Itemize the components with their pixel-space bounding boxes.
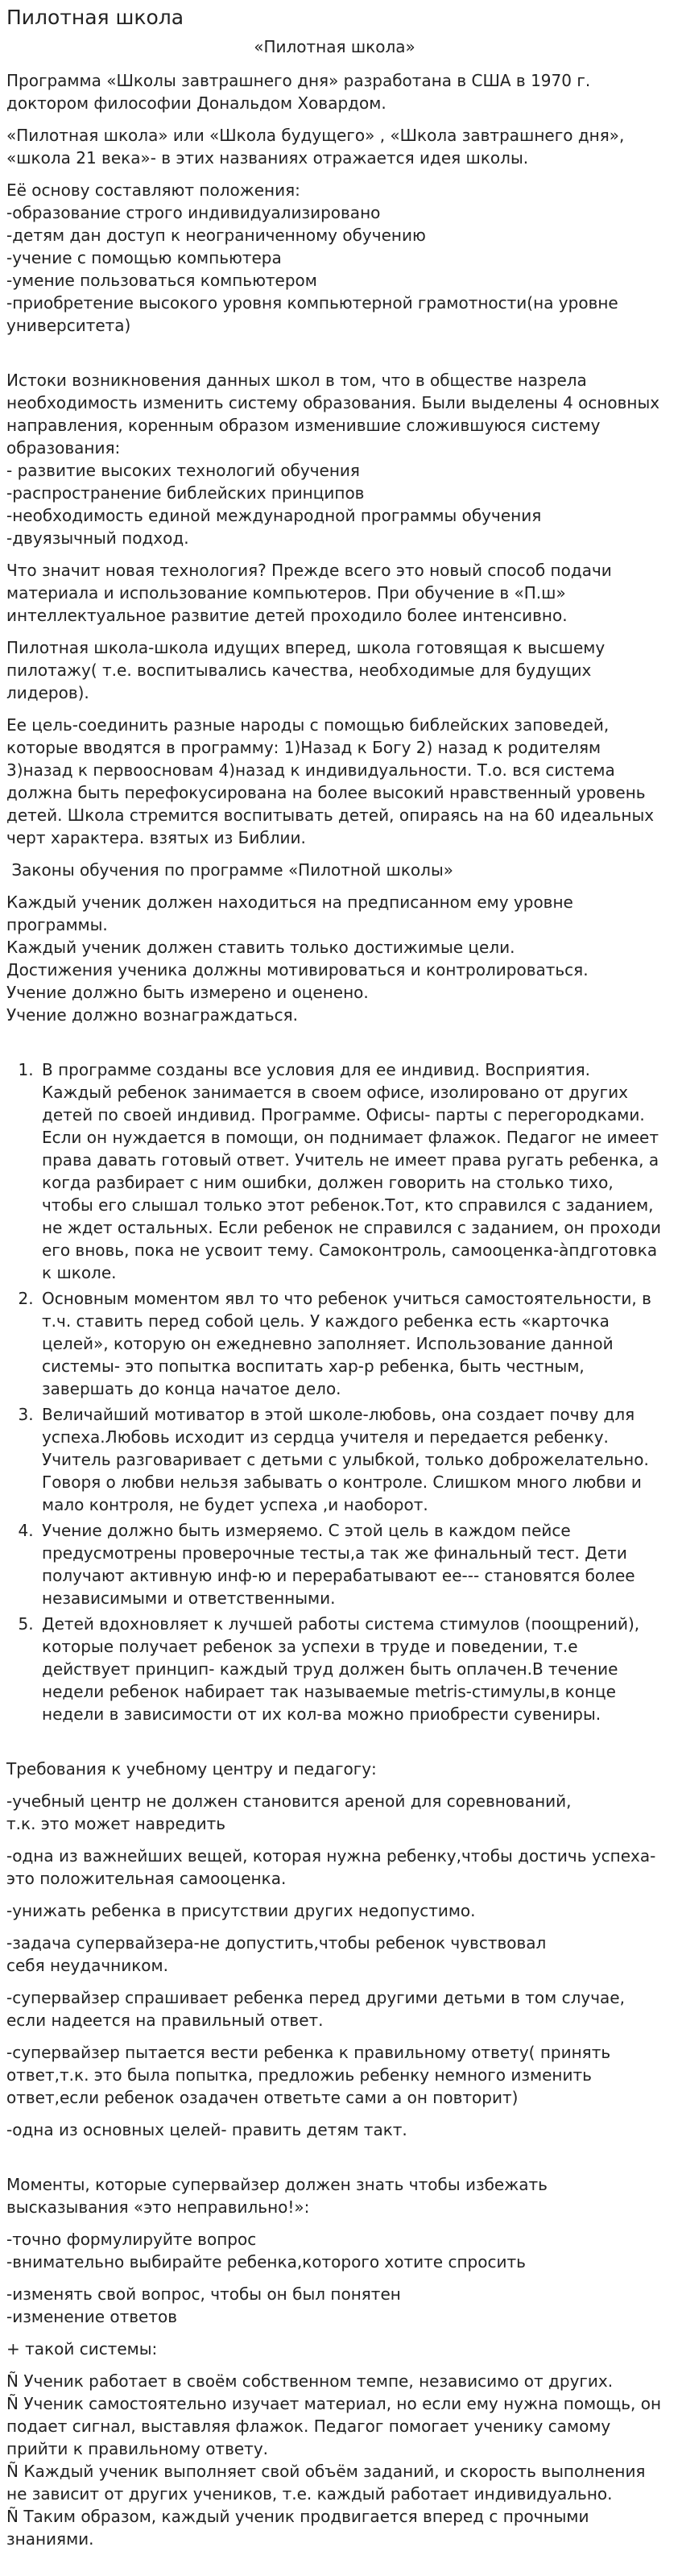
basis-item: -детям дан доступ к неограниченному обучению [6,226,426,245]
basis-section [6,179,663,337]
moments-line: -точно формулируйте вопрос [6,2230,257,2249]
pluses-line: Ñ Ученик работает в своём собственном темпе, независимо от других. [6,2371,614,2391]
pluses-section [6,2370,663,2550]
requirement-line: -задача супервайзера-не допустить,чтобы ребенок чувствовал [6,1933,547,1953]
moments-line: -внимательно выбирайте ребенка,которого хотите спросить [6,2252,526,2272]
requirement-line: себя неудачником. [6,1956,168,1975]
basis-item: -приобретение высокого уровня компьютерной грамотности(на уровне университета) [6,293,618,335]
laws-heading: Законы обучения по программе «Пилотной школы» [6,860,453,880]
numbered-list-item: 5. Детей вдохновляет к лучшей работы система стимулов (поощрений), которые получает ребенок за успехи в труде и поведении, т.е действует принцип- каждый труд должен быть оплачен.В течение недели ребенок набирает так называемые metris-стимулы,в конце недели в зависимости от их кол-ва можно приобрести сувениры. [39,1613,663,1725]
requirement-item [6,1790,663,1835]
requirement-item: -супервайзер пытается вести ребенка к правильному ответу( принять ответ,т.к. это была попытка, предложиь ребенку немного изменить ответ,если ребенок озадачен ответьте сами а он повторит) [6,2043,611,2107]
basis-heading: Её основу составляют положения: [6,180,300,200]
requirement-line: если надеется на правильный ответ. [6,2011,324,2030]
law-line: Каждый ученик должен ставить только достижимые цели. [6,938,515,957]
pluses-line: Ñ Ученик самостоятельно изучает материал, но если ему нужна помощь, он подает сигнал, выставляя флажок. Педагог помогает ученику самому прийти к правильному ответу. [6,2394,662,2458]
spacer [6,1735,663,1758]
law-line: Достижения ученика должны мотивироваться и контролироваться. [6,960,589,979]
numbered-list-item: 1. В программе созданы все условия для ее индивид. Восприятия. Каждый ребенок занимается в своем офисе, изолировано от других детей по своей индивид. Программе. Офисы- парты с перегородками. Если он нуждается в помощи, он поднимает флажок. Педагог не имеет права давать готовый ответ. Учитель не имеет права ругать ребенка, а когда разбирает с ним ошибки, должен говорить на столько тихо, чтобы его слышал только этот ребенок.Тот, кто справился с заданием, не ждет остальных. Если ребенок не справился с заданием, он проходи его вновь, пока не усвоит тему. Самоконтроль, самооценка-àпдготовка к школе. [39,1058,663,1284]
moments-line: -изменять свой вопрос, чтобы он был понятен [6,2284,401,2304]
law-line: Учение должно вознаграждаться. [6,1005,298,1025]
basis-item: -учение с помощью компьютера [6,248,282,267]
moments-line: -изменение ответов [6,2307,178,2326]
requirement-item: -унижать ребенка в присутствии других недопустимо. [6,1901,476,1920]
pluses-line: Ñ Таким образом, каждый ученик продвигается вперед с прочными знаниями. [6,2507,589,2549]
spacer [6,1036,663,1058]
origins-item: -двуязычный подход. [6,528,189,548]
origins-section [6,369,663,549]
pluses-line: Ñ Каждый ученик выполняет свой объём заданий, и скорость выполнения не зависит от других учеников, т.е. каждый работает индивидуально. [6,2462,646,2504]
goal-paragraph: Ее цель-соединить разные народы с помощью библейских заповедей, которые вводятся в программу: 1)Назад к Богу 2) назад к родителям 3)назад к первоосновам 4)назад к индивидуальности. Т.о. вся система должна быть перефокусирована на более высокий нравственный уровень детей. Школа стремится воспитывать детей, опираясь на на 60 идеальных черт характера. взятых из Библии. [6,715,655,847]
requirement-item [6,1932,663,1977]
requirements-heading: Требования к учебному центру и педагогу: [6,1759,377,1779]
intro-paragraph-2: «Пилотная школа» или «Школа будущего» , «Школа завтрашнего дня», «школа 21 века»- в этих названиях отражается идея школы. [6,126,625,168]
pluses-heading: + такой системы: [6,2339,158,2359]
law-line: Каждый ученик должен находиться на предписанном ему уровне программы. [6,892,573,934]
requirement-item: -одна из важнейших вещей, которая нужна ребенку,чтобы достичь успеха-это положительная самооценка. [6,1846,656,1888]
moments-heading: Моменты, которые супервайзер должен знать чтобы избежать высказывания «это неправильно!»: [6,2175,548,2217]
document-subtitle: «Пилотная школа» [254,37,415,56]
requirement-line: -учебный центр не должен становится ареной для соревнований, [6,1791,572,1811]
basis-item: -образование строго индивидуализировано [6,203,381,222]
page-title: Пилотная школа [6,6,184,29]
spacer [6,2151,663,2173]
numbered-list-item: 2. Основным моментом явл то что ребенок учиться самостоятельности, в т.ч. ставить перед собой цель. У каждого ребенка есть «карточка целей», которую он ежедневно заполняет. Использование данной системы- это попытка воспитать хар-р ребенка, быть честным, завершать до конца начатое дело. [39,1287,663,1400]
laws-section [6,891,663,1026]
requirement-line: т.к. это может навредить [6,1814,226,1833]
pilot-school-paragraph: Пилотная школа-школа идущих вперед, школа готовящая к высшему пилотажу( т.е. воспитывались качества, необходимые для будущих лидеров). [6,638,606,702]
origins-item: -необходимость единой международной программы обучения [6,506,542,525]
intro-paragraph-1: Программа «Школы завтрашнего дня» разработана в США в 1970 г. доктором философии Дональдом Ховардом. [6,71,591,113]
technology-paragraph: Что значит новая технология? Прежде всего это новый способ подачи материала и использование компьютеров. При обучение в «П.ш» интеллектуальное развитие детей проходило более интенсивно. [6,561,612,625]
moments-item [6,2228,663,2273]
law-line: Учение должно быть измерено и оценено. [6,983,369,1002]
origins-item: -распространение библейских принципов [6,483,365,503]
moments-item [6,2283,663,2328]
numbered-list [6,1058,663,1725]
requirement-line: -супервайзер спрашивает ребенка перед другими детьми в том случае, [6,1988,625,2007]
numbered-list-item: 4. Учение должно быть измеряемо. С этой цель в каждом пейсе предусмотрены проверочные тесты,а так же финальный тест. Дети получают активную инф-ю и перерабатывают ее--- становятся более независимыми и ответственными. [39,1519,663,1609]
basis-item: -умение пользоваться компьютером [6,271,317,290]
origins-item: - развитие высоких технологий обучения [6,461,360,480]
origins-text: Истоки возникновения данных школ в том, что в обществе назрела необходимость изменить систему образования. Были выделены 4 основных направления, коренным образом изменившие сложившуюся систему образования: [6,371,660,458]
numbered-list-item: 3. Величайший мотиватор в этой школе-любовь, она создает почву для успеха.Любовь исходит из сердца учителя и передается ребенку. Учитель разговаривает с детьми с улыбкой, только доброжелательно. Говоря о любви нельзя забывать о контроле. Слишком много любви и мало контроля, не будет успеха ,и наоборот. [39,1403,663,1516]
spacer [6,346,663,369]
requirement-item [6,1986,663,2031]
requirement-item: -одна из основных целей- править детям такт. [6,2120,407,2139]
